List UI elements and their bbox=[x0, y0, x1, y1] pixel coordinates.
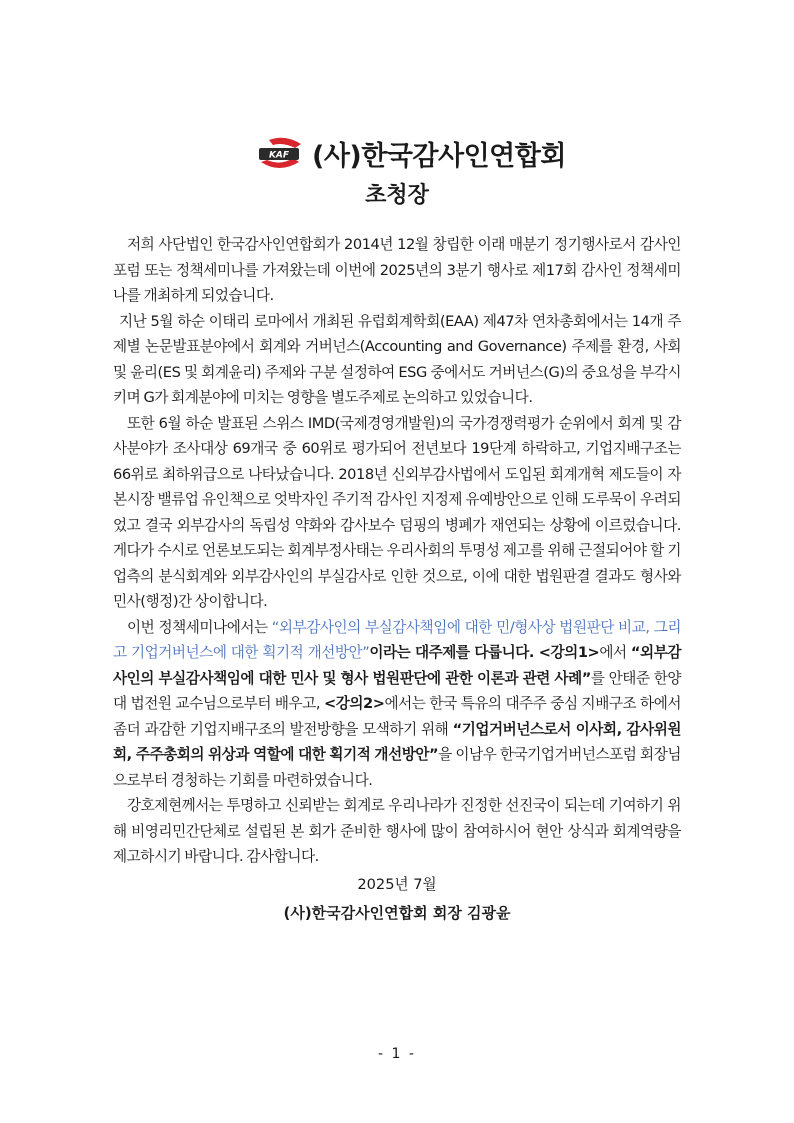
page-number: - 1 - bbox=[378, 1046, 416, 1062]
lecture-2-label: <강의2> bbox=[323, 695, 385, 712]
signature: (사)한국감사인연합회 회장 김광윤 bbox=[283, 904, 511, 922]
letter-body bbox=[113, 232, 681, 927]
letter-date: 2025년 7월 bbox=[357, 875, 437, 893]
logo-text: KAF bbox=[268, 150, 290, 161]
p4-text: 을 이남우 한국기업거버넌스포럼 회장님으로부터 경청하는 기회를 마련하였습니다. bbox=[113, 746, 681, 789]
paragraph-3: 또한 6월 하순 발표된 스위스 IMD(국제경영개발원)의 국가경쟁력평가 순위에서 회계 및 감사분야가 조사대상 69개국 중 60위로 평가되어 전년보다 19단계 하락하고, 기업지배구조는 66위로 최하위급으로 나타났습니다. 2018년 신외부감사법에서 도입된 회계개혁 제도들이 자본시장 밸류업 유인책으로 엇박자인 주기적 감사인 지정제 유예방안으로 인해 도루묵이 우려되었고 결국 외부감사의 독립성 약화와 감사보수 덤핑의 병폐가 재연되는 상황에 이르렀습니다. 게다가 수시로 언론보도되는 회계부정사태는 우리사회의 투명성 제고를 위해 근절되어야 할 기업측의 분식회계와 외부감사인의 부실감사로 인한 것으로, 이에 대한 법원판결 결과도 형사와 민사(행정)간 상이합니다. bbox=[113, 414, 681, 610]
document-title: 초청장 bbox=[365, 182, 429, 208]
p4-bold-text: 이라는 대주제를 다룹니다. <강의1> bbox=[369, 644, 600, 661]
kaf-logo-icon bbox=[255, 136, 307, 172]
paragraph-4 bbox=[113, 615, 681, 794]
p4-text: 를 안태준 한양대 법전원 교수님으로부터 배우고, bbox=[113, 669, 682, 712]
main-theme-quote: “외부감사인의 부실감사책임에 대한 민/형사상 법원판단 비교, 그리고 기업거버넌스에 대한 획기적 개선방안” bbox=[113, 618, 681, 661]
organization-name: (사)한국감사인연합회 bbox=[312, 141, 566, 172]
p4-text: 에서는 한국 특유의 대주주 중심 지배구조 하에서 좀더 과감한 기업지배구조의 발전방향을 모색하기 위해 bbox=[113, 695, 681, 738]
p4-text: 에서 bbox=[599, 644, 631, 661]
paragraph-2: 지난 5월 하순 이태리 로마에서 개최된 유럽회계학회(EAA) 제47차 연차총회에서는 14개 주제별 논문발표분야에서 회계와 거버넌스(Accounting and Governance) 주제를 환경, 사회 및 윤리(ES 및 회계윤리) 주제와 구분 설정하여 ESG 중에서도 거버넌스(G)의 중요성을 부각시키며 G가 회계분야에 미치는 영향을 별도주제로 논의하고 있었습니다. bbox=[113, 312, 681, 406]
letterhead bbox=[0, 128, 794, 178]
lecture-1-title: “외부감사인의 부실감사책임에 대한 민사 및 형사 법원판단에 관한 이론과 관련 사례” bbox=[113, 644, 681, 687]
p4-text: 이번 정책세미나에서는 bbox=[127, 618, 272, 636]
paragraph-1: 저희 사단법인 한국감사인연합회가 2014년 12월 창립한 이래 매분기 정기행사로서 감사인포럼 또는 정책세미나를 가져왔는데 이번에 2025년의 3분기 행사로 제17회 감사인 정책세미나를 개최하게 되었습니다. bbox=[113, 236, 681, 304]
paragraph-5: 강호제현께서는 투명하고 신뢰받는 회계로 우리나라가 진정한 선진국이 되는데 기여하기 위해 비영리민간단체로 설립된 본 회가 준비한 행사에 많이 참여하시어 현안 상식과 회계역량을 제고하시기 바랍니다. 감사합니다. bbox=[113, 797, 681, 865]
lecture-2-title: “기업거버넌스로서 이사회, 감사위원회, 주주총회의 위상과 역할에 대한 획기적 개선방안” bbox=[113, 720, 681, 763]
